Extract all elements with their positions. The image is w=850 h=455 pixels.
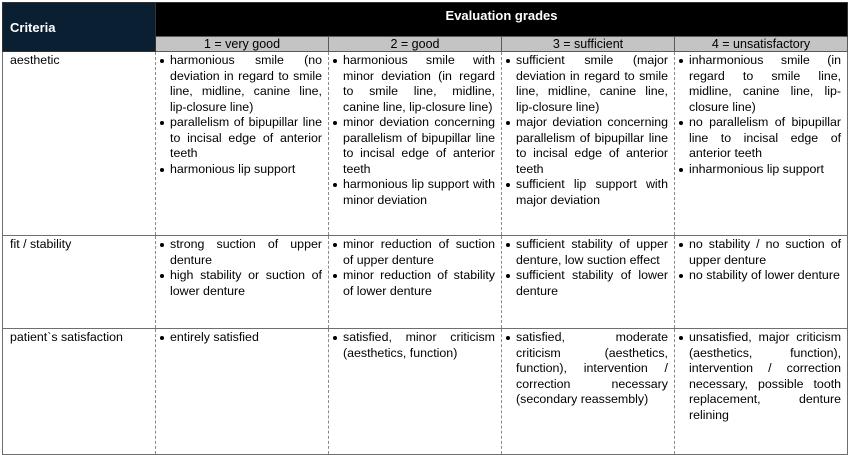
cell-aesthetic-grade-3: [502, 52, 675, 236]
cell-fit-grade-4: [675, 236, 848, 329]
bullet-list: [160, 237, 322, 299]
list-item: minor reduction of stability of lower denture: [333, 268, 495, 299]
table-row-aesthetic: [3, 52, 848, 236]
criterion-aesthetic: aesthetic: [3, 52, 156, 236]
list-item: inharmonious lip support: [679, 162, 841, 178]
grade-header-3: 3 = sufficient: [502, 37, 675, 52]
criteria-header: Criteria: [3, 3, 156, 52]
list-item: strong suction of upper denture: [160, 237, 322, 268]
table-row-patient-satisfaction: [3, 329, 848, 455]
list-item: parallelism of bipupillar line to incisal edge of anterior teeth: [160, 115, 322, 162]
header-row-top: [3, 3, 848, 37]
bullet-list: [679, 330, 841, 423]
cell-fit-grade-2: [329, 236, 502, 329]
grade-header-2: 2 = good: [329, 37, 502, 52]
list-item: harmonious lip support with minor deviation: [333, 177, 495, 208]
table-row-fit-stability: [3, 236, 848, 329]
list-item: minor deviation concerning parallelism of bipupillar line to incisal edge of anterior teeth: [333, 115, 495, 177]
list-item: no stability of lower denture: [679, 268, 841, 284]
bullet-list: [333, 53, 495, 208]
list-item: unsatisfied, major criticism (aesthetics, function), intervention / correction necessary, possible tooth replacement, denture relining: [679, 330, 841, 423]
list-item: sufficient stability of lower denture: [506, 268, 668, 299]
cell-aesthetic-grade-1: [156, 52, 329, 236]
bullet-list: [679, 53, 841, 177]
list-item: high stability or suction of lower denture: [160, 268, 322, 299]
criterion-fit-stability: fit / stability: [3, 236, 156, 329]
list-item: minor reduction of suction of upper denture: [333, 237, 495, 268]
list-item: harmonious smile with minor deviation (in regard to smile line, midline, canine line, lip-closure line): [333, 53, 495, 115]
evaluation-grades-table: [2, 2, 848, 455]
bullet-list: [160, 330, 322, 346]
bullet-list: [506, 330, 668, 408]
cell-satisfaction-grade-4: [675, 329, 848, 455]
list-item: no parallelism of bipupillar line to incisal edge of anterior teeth: [679, 115, 841, 162]
list-item: sufficient lip support with major deviation: [506, 177, 668, 208]
list-item: inharmonious smile (in regard to smile line, midline, canine line, lip-closure line): [679, 53, 841, 115]
cell-satisfaction-grade-1: [156, 329, 329, 455]
grade-header-1: 1 = very good: [156, 37, 329, 52]
bullet-list: [160, 53, 322, 177]
grade-header-4: 4 = unsatisfactory: [675, 37, 848, 52]
bullet-list: [506, 237, 668, 299]
bullet-list: [333, 330, 495, 361]
bullet-list: [679, 237, 841, 284]
list-item: no stability / no suction of upper denture: [679, 237, 841, 268]
cell-fit-grade-3: [502, 236, 675, 329]
list-item: sufficient stability of upper denture, low suction effect: [506, 237, 668, 268]
cell-fit-grade-1: [156, 236, 329, 329]
cell-aesthetic-grade-4: [675, 52, 848, 236]
list-item: harmonious lip support: [160, 162, 322, 178]
cell-aesthetic-grade-2: [329, 52, 502, 236]
list-item: satisfied, minor criticism (aesthetics, function): [333, 330, 495, 361]
list-item: satisfied, moderate criticism (aesthetics, function), intervention / correction necessary (secondary reassembly): [506, 330, 668, 408]
list-item: harmonious smile (no deviation in regard to smile line, midline, canine line, lip-closure line): [160, 53, 322, 115]
list-item: major deviation concerning parallelism of bipupillar line to incisal edge of anterior teeth: [506, 115, 668, 177]
bullet-list: [506, 53, 668, 208]
cell-satisfaction-grade-3: [502, 329, 675, 455]
criterion-patient-satisfaction: patient`s satisfaction: [3, 329, 156, 455]
list-item: entirely satisfied: [160, 330, 322, 346]
bullet-list: [333, 237, 495, 299]
evaluation-grades-header: Evaluation grades: [156, 3, 848, 37]
list-item: sufficient smile (major deviation in regard to smile line, midline, canine line, lip-closure line): [506, 53, 668, 115]
cell-satisfaction-grade-2: [329, 329, 502, 455]
evaluation-table-container: [2, 2, 847, 446]
